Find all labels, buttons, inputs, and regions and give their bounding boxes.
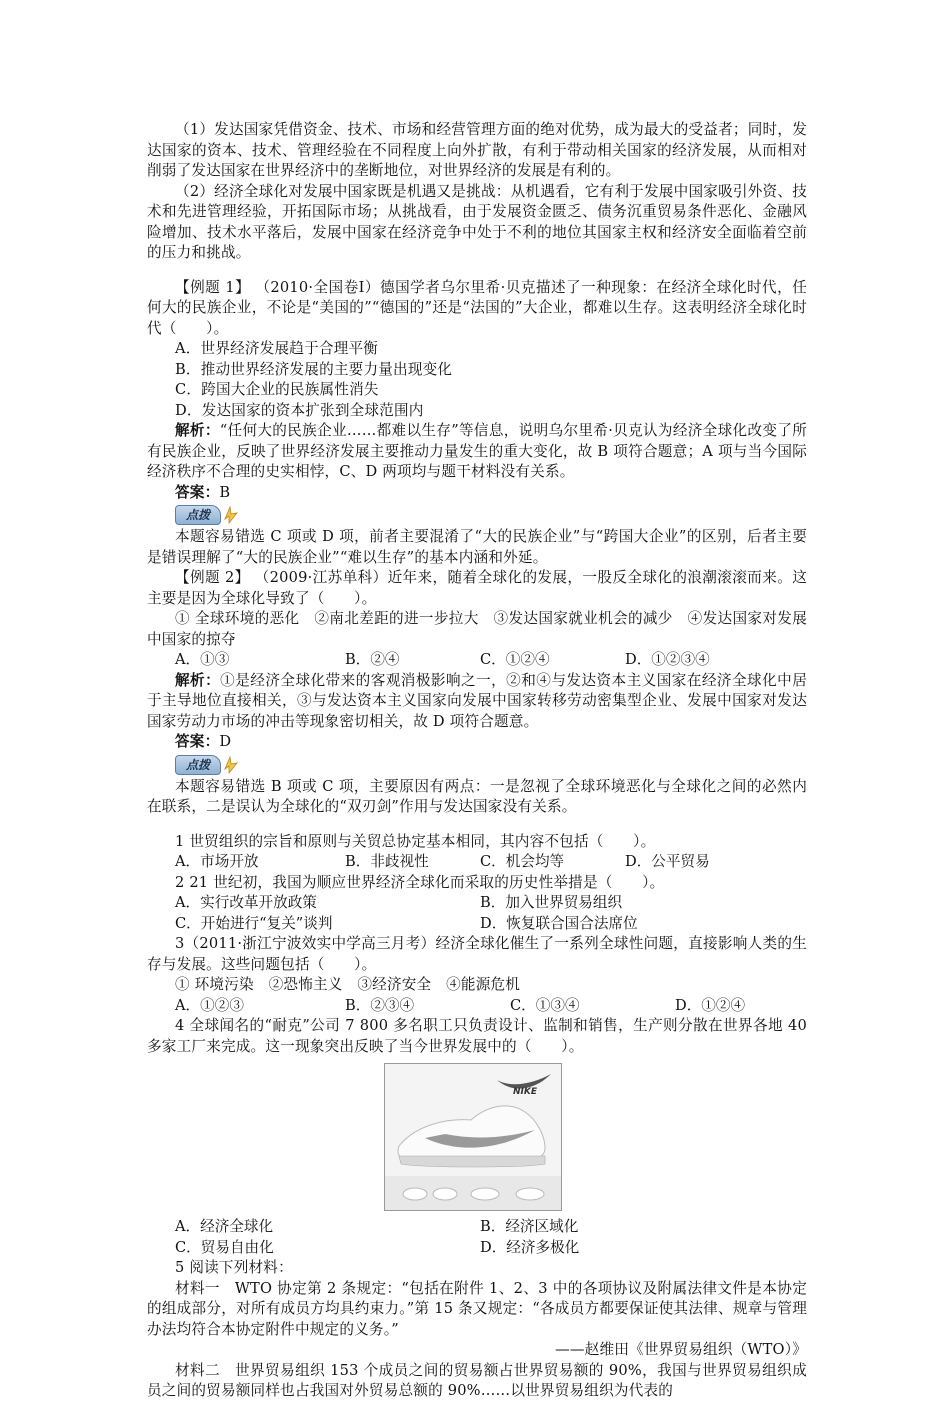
q3-option-d: D．①②④ (675, 996, 746, 1014)
tip-badge-label: 点拨 (175, 755, 221, 775)
answer-value: D (219, 733, 232, 750)
intro-paragraph-2: （2）经济全球化对发展中国家既是机遇又是挑战：从机遇看，它有利于发展中国家吸引外资、技术和先进管理经验，开拓国际市场；从挑战看，由于发展资金匮乏、债务沉重贸易条件恶化、金融风险增加、技术水平落后，发展中国家在经济竞争中处于不利的地位其国家主权和经济安全面临着空前的压力和挑战。 (147, 182, 807, 261)
q4-option-c: C．贸易自由化 (175, 1238, 274, 1256)
q2-option-b: B．加入世界贸易组织 (480, 894, 623, 911)
question-3-items: ① 环境污染 ②恐怖主义 ③经济安全 ④能源危机 (175, 976, 521, 993)
tip-badge (175, 505, 239, 525)
sparkle-icon (221, 755, 239, 775)
example1-stem: 【例题 1】 （2010·全国卷Ⅰ）德国学者乌尔里希·贝克描述了一种现象：在经济全球化时代，任何大的民族企业，不论是“美国的”“德国的”还是“法国的”大企业，都难以生存。这表明经济全球化时代（ ）。 (147, 278, 807, 337)
example2-analysis (147, 671, 807, 733)
q3-option-a: A．①②③ (175, 996, 244, 1014)
question-4-options-row2 (147, 1238, 807, 1259)
nike-shoe-image (384, 1063, 562, 1211)
q2-option-d: D．恢复联合国合法席位 (480, 914, 638, 932)
example2-stem: 【例题 2】 （2009·江苏单科）近年来，随着全球化的发展，一股反全球化的浪潮滚滚而来。这主要是因为全球化导致了（ ）。 (147, 569, 807, 607)
answer-value: B (219, 483, 231, 501)
analysis-text: “任何大的民族企业……都难以生存”等信息，说明乌尔里希·贝克认为经济全球化改变了所有民族企业，反映了世界经济发展主要推动力量发生的重大变化，故 B 项符合题意；A 项与当今国际经济秩序不合理的史实相悖，C、D 两项均与题干材料没有关系。 (147, 422, 807, 480)
material-1: 材料一 WTO 协定第 2 条规定：“包括在附件 1、2、3 中的各项协议及附属法律文件是本协定的组成部分，对所有成员方均具约束力。”第 15 条又规定：“各成员方都要保证使其法律、规章与管理办法均符合本协定附件中规定的义务。” (147, 1279, 807, 1338)
analysis-label: 解析： (175, 422, 220, 439)
question-3: 3（2011·浙江宁波效实中学高三月考）经济全球化催生了一系列全球性问题，直接影响人类的生存与发展。这些问题包括（ ）。 (147, 935, 807, 973)
q1-option-d: D．公平贸易 (625, 853, 710, 870)
example2-options (147, 650, 807, 671)
shoe-illustration (385, 1064, 561, 1210)
q4-option-b: B．经济区域化 (480, 1218, 579, 1235)
example2-items: ① 全球环境的恶化 ②南北差距的进一步拉大 ③发达国家就业机会的减少 ④发达国家对发展中国家的掠夺 (147, 610, 807, 648)
spacer (147, 818, 807, 832)
question-3-options (147, 996, 807, 1017)
q3-option-b: B．②③④ (345, 996, 415, 1014)
example2-option-b: B．②④ (345, 651, 400, 668)
intro-paragraph-1: （1）发达国家凭借资金、技术、市场和经营管理方面的绝对优势，成为最大的受益者；同时，发达国家的资本、技术、管理经验在不同程度上向外扩散，有利于带动相关国家的经济发展，从而相对削弱了发达国家在世界经济中的垄断地位，对世界经济的发展是有利的。 (147, 121, 807, 179)
analysis-label: 解析： (175, 671, 221, 689)
example1-tip: 本题容易错选 C 项或 D 项，前者主要混淆了“大的民族企业”与“跨国大企业”的区别，后者主要是错误理解了“大的民族企业”“难以生存”的基本内涵和外延。 (147, 528, 807, 566)
analysis-text: ①是经济全球化带来的客观消极影响之一，②和④与发达资本主义国家在经济全球化中居于主导地位直接相关，③与发达资本主义国家向发展中国家转移劳动密集型企业、发展中国家对发达国家劳动力市场的冲击等现象密切相关，故 D 项符合题意。 (147, 671, 807, 730)
question-2-options-row1 (147, 893, 807, 914)
example1-option-d: D．发达国家的资本扩张到全球范围内 (175, 401, 424, 419)
spacer (147, 264, 807, 278)
material-1-source: ——赵维田《世界贸易组织（WTO）》 (555, 1341, 807, 1358)
answer-label: 答案： (175, 733, 220, 750)
answer-label: 答案： (175, 483, 220, 501)
example1-analysis (147, 421, 807, 483)
nike-logo-text: NIKE (512, 1087, 538, 1097)
tip-badge (175, 755, 239, 775)
q1-option-a: A．市场开放 (175, 853, 259, 870)
q3-option-c: C．①③④ (510, 996, 580, 1014)
example1-option-a: A．世界经济发展趋于合理平衡 (175, 340, 379, 357)
q4-option-a: A．经济全球化 (175, 1218, 274, 1235)
example1-option-b: B．推动世界经济发展的主要力量出现变化 (175, 360, 453, 378)
question-4-options-row1 (147, 1217, 807, 1238)
example2-tip: 本题容易错选 B 项或 C 项，主要原因有两点：一是忽视了全球环境恶化与全球化之间的必然内在联系，二是误认为全球化的“双刃剑”作用与发达国家没有关系。 (147, 777, 807, 815)
q2-option-c: C．开始进行“复关”谈判 (175, 914, 333, 932)
sparkle-icon (221, 505, 239, 525)
question-2: 2 21 世纪初，我国为顺应世界经济全球化而采取的历史性举措是（ ）。 (175, 873, 665, 891)
q2-option-a: A．实行改革开放政策 (175, 894, 317, 911)
q4-option-d: D．经济多极化 (480, 1238, 580, 1256)
question-5: 5 阅读下列材料： (175, 1259, 293, 1276)
example2-option-d: D．①②③④ (625, 651, 710, 668)
q1-option-b: B．非歧视性 (345, 853, 429, 870)
example2-answer (147, 732, 807, 753)
tip-badge-label: 点拨 (175, 505, 221, 525)
example2-option-a: A．①③ (175, 651, 230, 668)
material-2: 材料二 世界贸易组织 153 个成员之间的贸易额占世界贸易额的 90%，我国与世界贸易组织成员之间的贸易额同样也占我国对外贸易总额的 90%……以世界贸易组织为代表的 (147, 1361, 807, 1399)
example1-option-c: C．跨国大企业的民族属性消失 (175, 381, 379, 398)
example2-option-c: C．①②④ (480, 651, 550, 668)
example1-answer (147, 483, 807, 504)
question-4: 4 全球闻名的“耐克”公司 7 800 多名职工只负责设计、监制和销售，生产则分散在世界各地 40 多家工厂来完成。这一现象突出反映了当今世界发展中的（ ）。 (147, 1017, 807, 1055)
question-1: 1 世贸组织的宗旨和原则与关贸总协定基本相同，其内容不包括（ ）。 (175, 832, 656, 850)
document-page (147, 120, 807, 1402)
q1-option-c: C．机会均等 (480, 853, 565, 870)
question-1-options (147, 852, 807, 873)
question-2-options-row2 (147, 914, 807, 935)
